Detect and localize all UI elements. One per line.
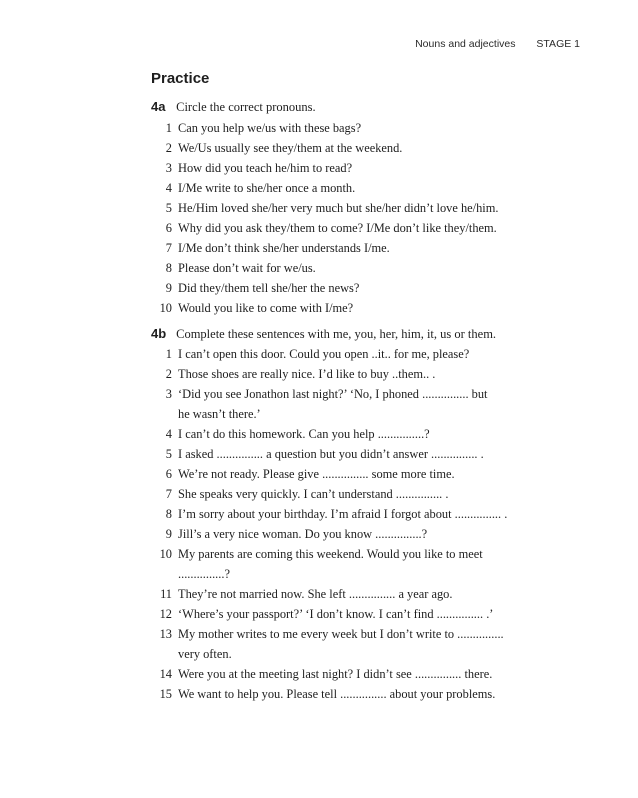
item-text: He/Him loved she/her very much but she/her didn’t love he/him. [178,201,499,215]
item-text: We’re not ready. Please give ............... some more time. [178,467,455,481]
section-title: Nouns and adjectives [415,38,516,50]
item-number: 2 [165,367,172,381]
item-text: I/Me don’t think she/her understands I/me. [178,241,390,255]
item-text: I/Me write to she/her once a month. [178,181,356,195]
exercise-item [165,444,507,464]
item-text: Did they/them tell she/her the news? [178,281,360,295]
item-text: How did you teach he/him to read? [178,161,353,175]
exercise-item [159,544,507,564]
item-number: 2 [165,141,172,155]
item-number: 6 [165,467,172,481]
item-text: he wasn’t there.’ [178,407,261,421]
item-text: Would you like to come with I/me? [178,301,354,315]
exercise-item [172,644,507,664]
item-number: 8 [165,261,172,275]
exercise-item [165,138,498,158]
exercise-item [165,524,507,544]
item-text: I asked ............... a question but you didn’t answer ............... . [178,447,484,461]
page-header [415,38,580,50]
item-text: My mother writes to me every week but I don’t write to ............... [178,627,504,641]
item-number: 12 [159,607,172,621]
exercise-item [165,158,498,178]
item-text: ...............? [178,567,230,581]
exercise-item [165,464,507,484]
item-number: 8 [165,507,172,521]
item-text: Why did you ask they/them to come? I/Me don’t like they/them. [178,221,497,235]
item-text: I’m sorry about your birthday. I’m afraid I forgot about ............... . [178,507,508,521]
exercise-instruction: Complete these sentences with me, you, her, him, it, us or them. [176,327,497,341]
item-number: 6 [165,221,172,235]
item-number: 15 [159,687,172,701]
exercise-item [165,258,498,278]
item-text: ‘Did you see Jonathon last night?’ ‘No, I phoned ............... but [178,387,488,401]
item-text: She speaks very quickly. I can’t understand ............... . [178,487,449,501]
item-number: 14 [159,667,172,681]
item-text: We/Us usually see they/them at the weekend. [178,141,403,155]
item-number: 1 [165,347,172,361]
item-number: 11 [160,587,172,601]
exercise-4b-list [159,344,508,704]
exercise-item [172,564,507,584]
item-number: 4 [165,181,172,195]
item-text: Jill’s a very nice woman. Do you know ...............? [178,527,428,541]
item-text: Those shoes are really nice. I’d like to buy ..them.. . [178,367,436,381]
item-text: very often. [178,647,232,661]
item-number: 9 [165,281,172,295]
exercise-item [165,178,498,198]
item-text: ‘Where’s your passport?’ ‘I don’t know. I can’t find ............... .’ [178,607,494,621]
item-number: 5 [165,201,172,215]
exercise-item [165,238,498,258]
exercise-item [160,584,507,604]
exercise-item [159,298,498,318]
item-number: 13 [159,627,172,641]
item-text: I can’t do this homework. Can you help ...............? [178,427,430,441]
exercise-item [159,684,507,704]
item-text: Were you at the meeting last night? I didn’t see ............... there. [178,667,493,681]
exercise-4a-list [159,118,499,318]
item-text: We want to help you. Please tell ............... about your problems. [178,687,496,701]
item-number: 9 [165,527,172,541]
item-text: My parents are coming this weekend. Would you like to meet [178,547,483,561]
item-number: 1 [165,121,172,135]
item-text: I can’t open this door. Could you open ..it.. for me, please? [178,347,470,361]
exercise-item [165,118,498,138]
exercise-item [172,404,507,424]
exercise-item [165,384,507,404]
exercise-4a-heading [151,99,316,115]
item-text: Please don’t wait for we/us. [178,261,316,275]
stage-label: STAGE 1 [536,38,580,50]
item-text: They’re not married now. She left ............... a year ago. [178,587,453,601]
exercise-item [165,504,508,524]
page-title: Practice [151,70,210,87]
item-number: 7 [165,487,172,501]
exercise-item [159,624,507,644]
exercise-number: 4b [151,326,167,341]
exercise-item [165,344,507,364]
item-number: 3 [165,387,172,401]
item-number: 10 [159,301,172,315]
exercise-item [165,278,498,298]
item-number: 4 [165,427,172,441]
exercise-item [165,198,499,218]
exercise-item [159,664,507,684]
item-number: 5 [165,447,172,461]
exercise-item [165,424,507,444]
exercise-item [165,364,507,384]
exercise-instruction: Circle the correct pronouns. [176,100,316,114]
item-number: 3 [165,161,172,175]
exercise-item [159,604,507,624]
item-text: Can you help we/us with these bags? [178,121,362,135]
exercise-item [165,484,507,504]
item-number: 7 [165,241,172,255]
exercise-number: 4a [151,99,166,114]
item-number: 10 [159,547,172,561]
exercise-item [165,218,498,238]
exercise-4b-heading [151,326,496,342]
